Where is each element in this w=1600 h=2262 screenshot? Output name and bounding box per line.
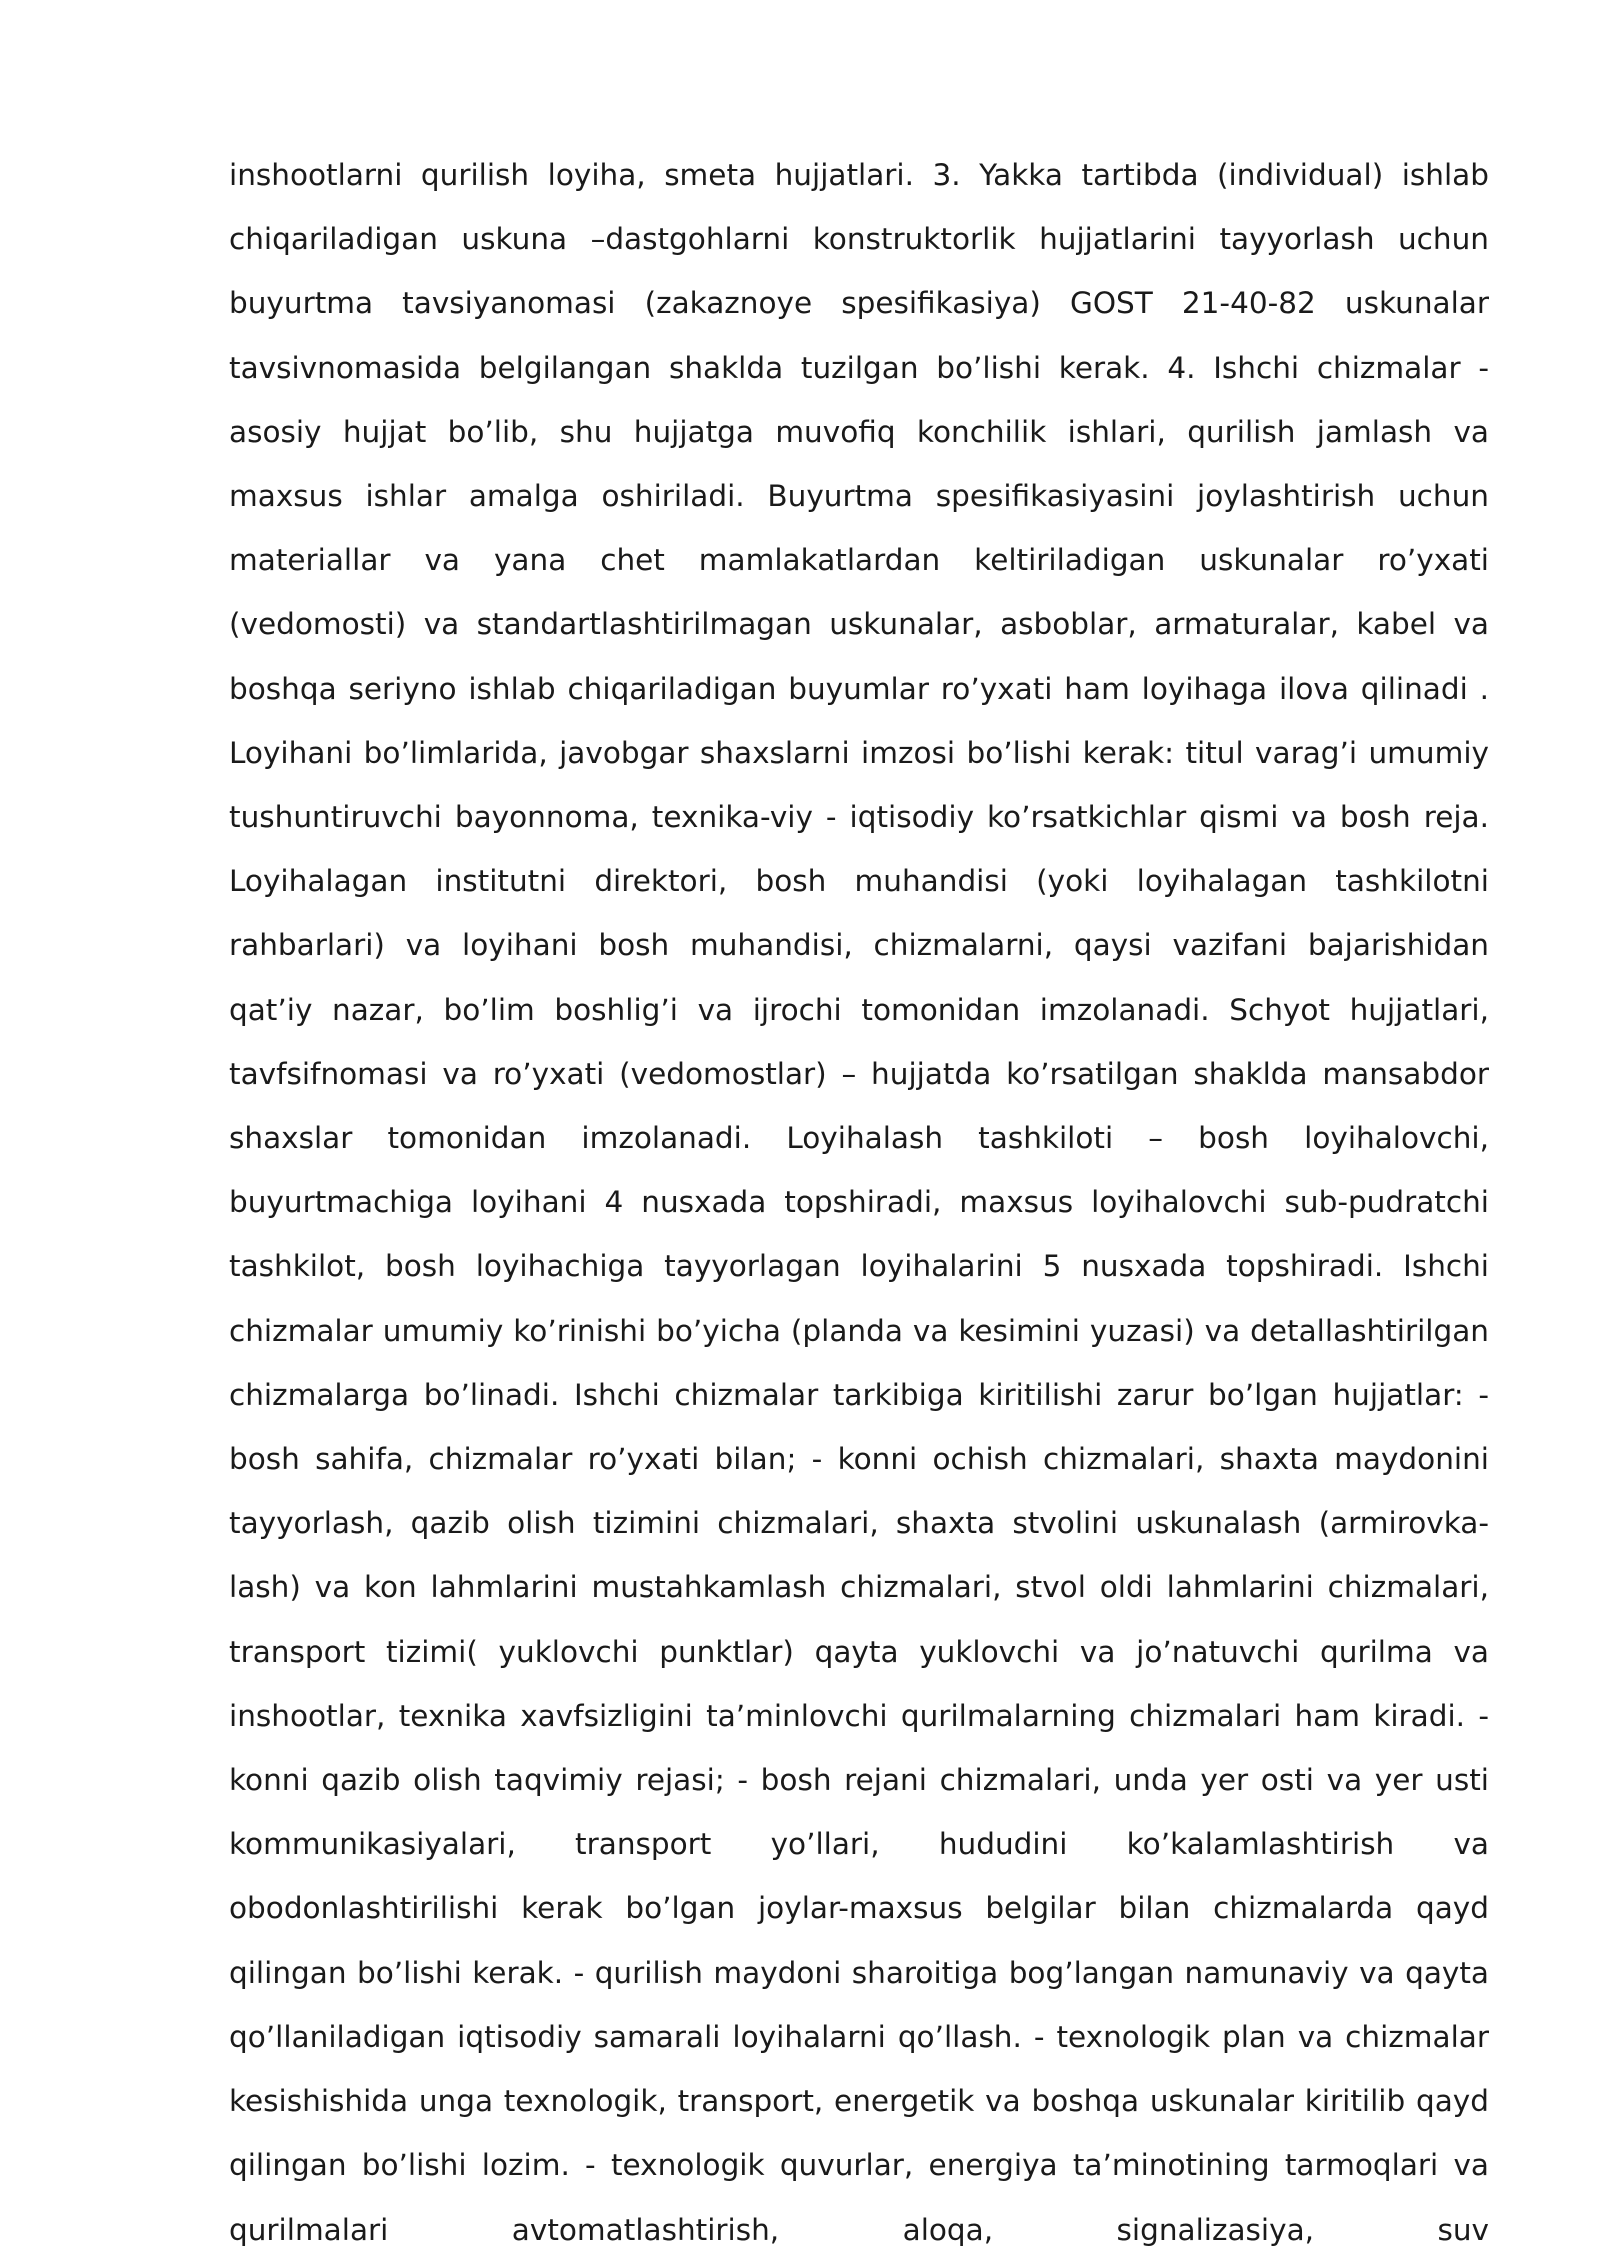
body-paragraph: inshootlarni qurilish loyiha, smeta hujjatlari. 3. Yakka tartibda (individual) ishlab chiqariladigan uskuna –dastgohlarni konstruktorlik hujjatlarini tayyorlash uchun buyurtma tavsiyanomasi (zakaznoye spesifikasiya) GOST 21-40-82 uskunalar tavsivnomasida belgilangan shaklda tuzilgan bo’lishi kerak. 4. Ishchi chizmalar - asosiy hujjat bo’lib, shu hujjatga muvofiq konchilik ishlari, qurilish jamlash va maxsus ishlar amalga oshiriladi. Buyurtma spesifikasiyasini joylashtirish uchun materiallar va yana chet mamlakatlardan keltiriladigan uskunalar ro’yxati (vedomosti) va standartlashtirilmagan uskunalar, asboblar, armaturalar, kabel va boshqa seriyno ishlab chiqariladigan buyumlar ro’yxati ham loyihaga ilova qilinadi . Loyihani bo’limlarida, javobgar shaxslarni imzosi bo’lishi kerak: titul varag’i umumiy tushuntiruvchi bayonnoma, texnika-viy - iqtisodiy ko’rsatkichlar qismi va bosh reja. Loyihalagan institutni direktori, bosh muhandisi (yoki loyihalagan tashkilotni rahbarlari) va loyihani bosh muhandisi, chizmalarni, qaysi vazifani bajarishidan qat’iy nazar, bo’lim boshlig’i va ijrochi tomonidan imzolanadi. Schyot hujjatlari, tavfsifnomasi va ro’yxati (vedomostlar) – hujjatda ko’rsatilgan shaklda mansabdor shaxslar tomonidan imzolanadi. Loyihalash tashkiloti – bosh loyihalovchi, buyurtmachiga loyihani 4 nusxada topshiradi, maxsus loyihalovchi sub-pudratchi tashkilot, bosh loyihachiga tayyorlagan loyihalarini 5 nusxada topshiradi. Ishchi chizmalar umumiy ko’rinishi bo’yicha (planda va kesimini yuzasi) va detallashtirilgan chizmalarga bo’linadi. Ishchi chizmalar tarkibiga kiritilishi zarur bo’lgan hujjatlar: - bosh sahifa, chizmalar ro’yxati bilan; - konni ochish chizmalari, shaxta maydonini tayyorlash, qazib olish tizimini chizmalari, shaxta stvolini uskunalash (armirovka-lash) va kon lahmlarini mustahkamlash chizmalari, stvol oldi lahmlarini chizmalari, transport tizimi( yuklovchi punktlar) qayta yuklovchi va jo’natuvchi qurilma va inshootlar, texnika xavfsizligini ta’minlovchi qurilmalarning chizmalari ham kiradi. - konni qazib olish taqvimiy rejasi; - bosh rejani chizmalari, unda yer osti va yer usti kommunikasiyalari, transport yo’llari, hududini ko’kalamlashtirish va obodonlashtirilishi kerak bo’lgan joylar-maxsus belgilar bilan chizmalarda qayd qilingan bo’lishi kerak. - qurilish maydoni sharoitiga bog’langan namunaviy va qayta qo’llaniladigan iqtisodiy samarali loyihalarni qo’llash. - texnologik plan va chizmalar kesishishida unga texnologik, transport, energetik va boshqa uskunalar kiritilib qayd qilingan bo’lishi lozim. - texnologik quvurlar, energiya ta’minotining tarmoqlari va qurilmalari avtomatlashtirish, aloqa, signalizasiya, suv [229,158,1489,2247]
